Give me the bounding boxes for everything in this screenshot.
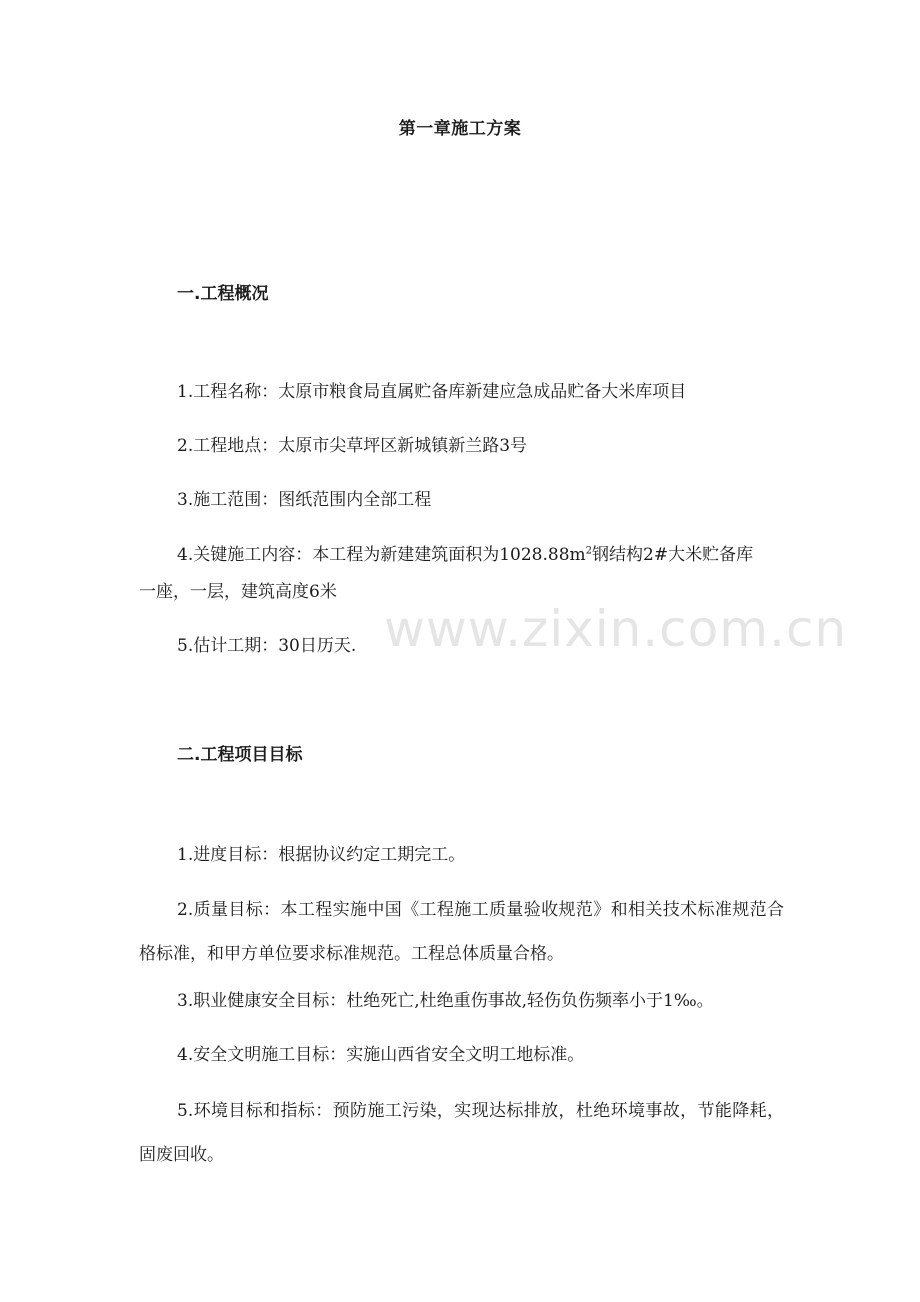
project-name-item: 1.工程名称：太原市粮食局直属贮备库新建应急成品贮备大米库项目 bbox=[177, 382, 687, 402]
construction-scope-item: 3.施工范围：图纸范围内全部工程 bbox=[177, 490, 432, 510]
project-location-item: 2.工程地点：太原市尖草坪区新城镇新兰路3号 bbox=[177, 436, 528, 456]
quality-goal-item: 2.质量目标：本工程实施中国《工程施工质量验收规范》和相关技术标准规范合格标准，和甲方单位要求标准规范。工程总体质量合格。 bbox=[139, 900, 784, 964]
safety-goal-item: 3.职业健康安全目标：杜绝死亡,杜绝重伤事故,轻伤负伤频率小于1‰。 bbox=[177, 991, 714, 1011]
key-content-text-part1: 4.关键施工内容：本工程为新建建筑面积为1028.88m bbox=[177, 545, 586, 565]
document-title: 第一章施工方案 bbox=[398, 119, 522, 139]
environment-goal-item: 5.环境目标和指标：预防施工污染，实现达标排放，杜绝环境事故，节能降耗，固废回收。 bbox=[139, 1101, 784, 1165]
estimated-duration-item: 5.估计工期：30日历天. bbox=[177, 636, 357, 656]
section-heading-overview: 一.工程概况 bbox=[177, 284, 269, 304]
key-content-text-part2: 钢结构2#大米贮备库 bbox=[592, 545, 754, 565]
key-content-continuation: 一座，一层，建筑高度6米 bbox=[139, 582, 337, 602]
civilized-construction-goal-item: 4.安全文明施工目标：实施山西省安全文明工地标准。 bbox=[177, 1045, 585, 1065]
square-meter-superscript: 2 bbox=[585, 545, 593, 557]
section-heading-goals: 二.工程项目目标 bbox=[177, 745, 303, 765]
schedule-goal-item: 1.进度目标：根据协议约定工期完工。 bbox=[177, 845, 466, 865]
watermark: www.zixin.com.cn bbox=[384, 600, 848, 658]
